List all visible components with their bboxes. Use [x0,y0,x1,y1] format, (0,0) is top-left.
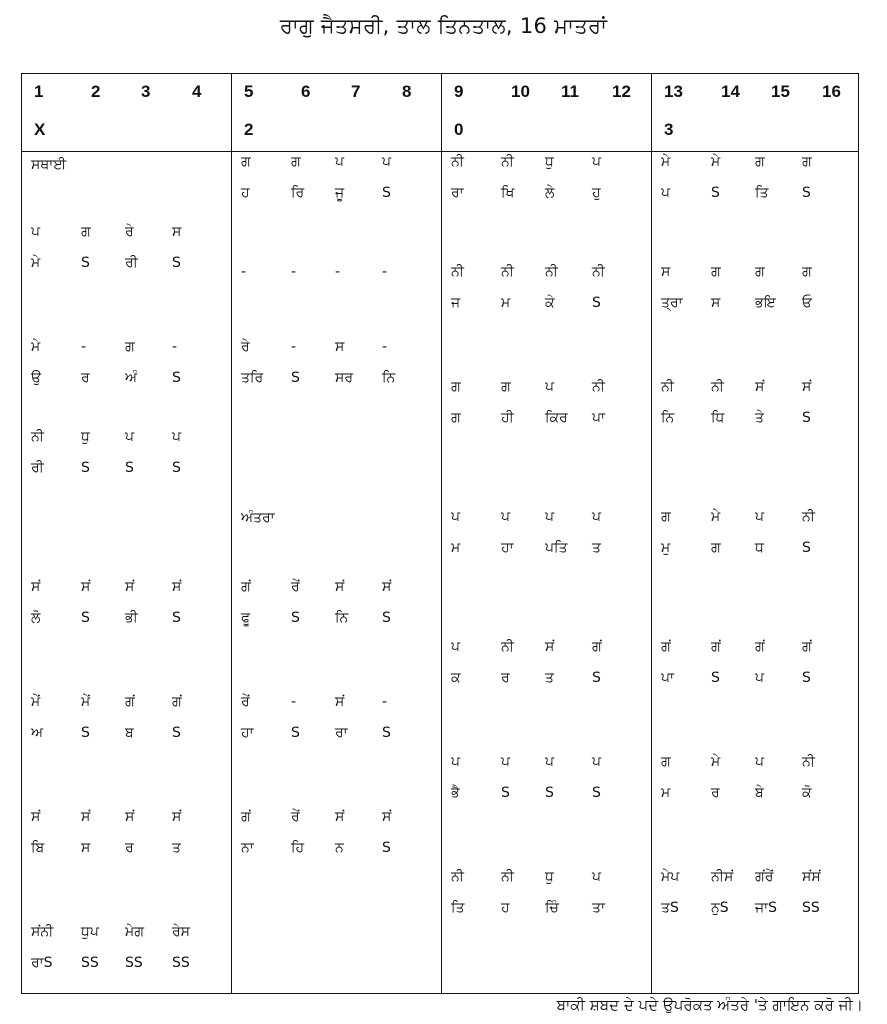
swar-cell: ਸਂ [125,809,135,825]
swar-cell: - [382,339,388,355]
swar-cell: ਨੀ [451,869,464,885]
swar-cell: ਸਂ [755,379,765,395]
bol-cell: ਹਾ [501,540,514,556]
beat-number: 13 [664,82,683,101]
bol-cell: SS [81,955,99,971]
bol-cell: ਕਿਰ [545,410,568,426]
bol-cell: S [592,295,601,311]
swar-cell: ਗਂ [661,639,671,655]
swar-cell: ਮੇ [711,154,721,170]
beat-number: 7 [351,82,361,101]
swar-cell: ਸਂ [382,579,392,595]
bol-cell: ਧ [755,540,764,556]
swar-cell: ਨੀ [545,264,558,280]
swar-cell: ਗ [451,379,461,395]
bol-cell: S [802,670,811,686]
swar-cell: ਪ [125,429,135,445]
swar-cell: ਪ [592,154,602,170]
bol-cell: S [802,185,811,201]
swar-cell: ਮੇ [661,154,671,170]
swar-cell: ਸਂ [335,579,345,595]
bol-cell: ਨਾ [241,840,254,856]
bol-cell: ਪ [755,670,765,686]
swar-cell: ਰੇ [125,224,134,240]
bol-cell: ਮ [661,785,671,801]
bol-cell: ਕੇ [545,295,555,311]
swar-cell: - [291,694,297,710]
bol-cell: ਰਾS [31,955,53,971]
swar-cell: ਧੁਪ [81,924,99,940]
swar-cell: ਮੇਂ [81,694,91,710]
bol-cell: ਪਤਿ [545,540,568,556]
bol-cell: ਹ [241,185,250,201]
swar-cell: ਗ [661,509,671,525]
swar-cell: - [291,264,297,280]
swar-cell: ਸਂ [172,809,182,825]
bol-cell: S [172,370,181,386]
swar-cell: ਮੇ [711,509,721,525]
bol-cell: ਭੈ [451,785,460,801]
bol-cell: ਨਿ [661,410,675,426]
swar-cell: ਸ [661,264,671,280]
swar-cell: ਪ [545,509,555,525]
swar-cell: - [172,339,178,355]
bol-cell: ਤੇ [755,410,764,426]
bol-cell: ਤS [661,900,679,916]
swar-cell: ਸਂ [31,579,41,595]
bol-cell: S [802,540,811,556]
bol-cell: S [81,460,90,476]
bol-cell: S [125,460,134,476]
bol-cell: ਪਾ [661,670,675,686]
section-label-antara: ਅੰਤਰਾ [241,510,275,526]
bol-cell: S [172,610,181,626]
swar-cell: ਨੀ [501,639,514,655]
swar-cell: ਪ [501,509,511,525]
bol-cell: ਸ [81,840,91,856]
bol-cell: ਗ [711,540,721,556]
column-divider [231,74,232,993]
bol-cell: ਬੇ [755,785,764,801]
bol-cell: ਭਇ [755,295,776,311]
swar-cell: ਗ [241,154,251,170]
section-label-sthai: ਸਥਾਈ [31,157,67,173]
swar-cell: ਮੇਂ [31,694,41,710]
swar-cell: ਸਂ [335,694,345,710]
swar-cell: ਗ [291,154,301,170]
swar-cell: ਸ [172,224,182,240]
beat-number: 16 [822,82,841,101]
swar-cell: ਪ [592,869,602,885]
swar-cell: ਨੀ [31,429,44,445]
bol-cell: ਤ੍ਰਾ [661,295,683,311]
bol-cell: ਉ [31,370,42,386]
bol-cell: S [592,785,601,801]
bol-cell: S [382,185,391,201]
swar-cell: ਨੀ [501,869,514,885]
swar-cell: ਮੇ [31,339,41,355]
bol-cell: ਨਿ [335,610,349,626]
bol-cell: ਤ [545,670,554,686]
swar-cell: ਰੇਸ [172,924,191,940]
swar-cell: ਗਂ [755,639,765,655]
swar-cell: ਸਂਸਂ [802,869,821,885]
swar-cell: - [382,264,388,280]
swar-cell: ਪ [451,639,461,655]
swar-cell: ਨੀ [592,379,605,395]
swar-cell: ਸਂ [81,809,91,825]
swar-cell: ਗਂ [241,579,251,595]
swar-cell: ਗ [661,754,671,770]
swar-cell: ਪ [501,754,511,770]
swar-cell: ਨੀਸਂ [711,869,734,885]
column-divider [651,74,652,993]
bol-cell: ਬ [125,725,134,741]
swar-cell: - [241,264,247,280]
bol-cell: ਪ [661,185,671,201]
bol-cell: S [291,610,300,626]
bol-cell: S [592,670,601,686]
swar-cell: ਗ [802,154,812,170]
swar-cell: ਗ [802,264,812,280]
bol-cell: S [291,370,300,386]
bol-cell: ਸਰ [335,370,354,386]
bol-cell: S [172,725,181,741]
swar-cell: ਸਂਨੀ [31,924,54,940]
bol-cell: S [545,785,554,801]
swar-cell: ਪ [172,429,182,445]
bol-cell: ਅੰ [125,370,138,386]
beat-number: 14 [721,82,740,101]
notation-table [21,73,859,994]
swar-cell: ਗ [501,379,511,395]
swar-cell: ਨੀ [711,379,724,395]
swar-cell: ਨੀ [501,264,514,280]
swar-cell: ਪ [545,754,555,770]
swar-cell: ਨੀ [592,264,605,280]
bol-cell: ਜੂ [335,185,345,201]
swar-cell: ਗਂਰੇਂ [755,869,774,885]
swar-cell: ਗਂ [592,639,602,655]
bol-cell: S [382,610,391,626]
beat-number: 8 [402,82,412,101]
beat-number: 1 [34,82,44,101]
bol-cell: SS [802,900,820,916]
swar-cell: ਰੇ [241,339,250,355]
bol-cell: ਰਿ [291,185,305,201]
swar-cell: ਸ [335,339,345,355]
swar-cell: ਸਂ [172,579,182,595]
swar-cell: ਪ [592,754,602,770]
swar-cell: ਗ [125,339,135,355]
swar-cell: ਮੇ [711,754,721,770]
swar-cell: ਪ [755,509,765,525]
beat-number: 12 [612,82,631,101]
swar-cell: ਨੀ [802,509,815,525]
swar-cell: ਗ [711,264,721,280]
bol-cell: S [81,610,90,626]
bol-cell: ਰਾ [335,725,348,741]
swar-cell: ਸਂ [545,639,555,655]
beat-number: 6 [301,82,311,101]
swar-cell: ਪ [335,154,345,170]
swar-cell: ਪ [451,509,461,525]
bol-cell: ਜਾS [755,900,778,916]
bol-cell: ਤਿ [451,900,465,916]
bol-cell: S [291,725,300,741]
beat-number: 10 [511,82,530,101]
swar-cell: ਨੀ [802,754,815,770]
bol-cell: ਭੀ [125,610,138,626]
swar-cell: ਪ [545,379,555,395]
bol-cell: S [81,255,90,271]
bol-cell: S [382,725,391,741]
column-divider [441,74,442,993]
bol-cell: ਖਿ [501,185,515,201]
swar-cell: ਗਂ [802,639,812,655]
beat-number: 2 [91,82,101,101]
bol-cell: ਹੀ [501,410,514,426]
bol-cell: ਲੇ [545,185,555,201]
bol-cell: ਤਿ [755,185,769,201]
swar-cell: ਗਂ [711,639,721,655]
header-divider [22,151,858,152]
tala-mark: 0 [454,120,464,139]
tala-mark: 3 [664,120,674,139]
swar-cell: ਰੇਂ [291,809,300,825]
swar-cell: ਪ [451,754,461,770]
bol-cell: ਕੋ [802,785,812,801]
swar-cell: ਗਂ [125,694,135,710]
footer-note: ਬਾਕੀ ਸ਼ਬਦ ਦੇ ਪਦੇ ਉਪਰੋਕਤ ਅੰਤਰੇ 'ਤੇ ਗਾਇਨ ਕਰੋ ਜੀ। [556,996,863,1014]
swar-cell: - [382,694,388,710]
bol-cell: ਤ [592,540,601,556]
swar-cell: ਸਂ [81,579,91,595]
swar-cell: ਸਂ [335,809,345,825]
swar-cell: ਧੁ [545,154,554,170]
bol-cell: SS [172,955,190,971]
bol-cell: ਹ [501,900,510,916]
beat-number: 3 [141,82,151,101]
page-title: ਰਾਗੁ ਜੈਤਸਰੀ, ਤਾਲ ਤਿਨਤਾਲ, 16 ਮਾਤਰਾਂ [279,14,608,38]
bol-cell: ਓ [802,295,813,311]
tala-mark: 2 [244,120,254,139]
swar-cell: ਗਂ [172,694,182,710]
bol-cell: ਹਾ [241,725,254,741]
bol-cell: S [172,255,181,271]
bol-cell: ਤਰਿ [241,370,264,386]
swar-cell: ਸਂ [382,809,392,825]
beat-number: 9 [454,82,464,101]
swar-cell: ਗ [755,264,765,280]
swar-cell: ਰੇਂ [241,694,250,710]
bol-cell: S [802,410,811,426]
bol-cell: ਰਾ [451,185,464,201]
swar-cell: ਸਂ [31,809,41,825]
bol-cell: ਰ [81,370,90,386]
bol-cell: ਮ [501,295,511,311]
beat-number: 4 [192,82,202,101]
bol-cell: ਨਿ [382,370,396,386]
bol-cell: S [172,460,181,476]
bol-cell: ਰ [711,785,720,801]
swar-cell: ਗਂ [241,809,251,825]
bol-cell: ਹੁ [592,185,601,201]
swar-cell: ਪ [382,154,392,170]
bol-cell: ਪਾ [592,410,606,426]
bol-cell: S [501,785,510,801]
bol-cell: ਤ [172,840,181,856]
swar-cell: ਪ [755,754,765,770]
bol-cell: ਅ [31,725,44,741]
bol-cell: ਬਿ [31,840,45,856]
bol-cell: ਧਿ [711,410,725,426]
swar-cell: - [81,339,87,355]
swar-cell: - [335,264,341,280]
swar-cell: ਨੀ [501,154,514,170]
swar-cell: ਗ [755,154,765,170]
bol-cell: ਜ [451,295,461,311]
bol-cell: ਚਿੰ [545,900,559,916]
bol-cell: S [81,725,90,741]
swar-cell: ਪ [592,509,602,525]
bol-cell: ਮੁ [661,540,671,556]
swar-cell: ਮੇਪ [661,869,680,885]
bol-cell: S [711,670,720,686]
bol-cell: ਗ [451,410,461,426]
bol-cell: ਫੂ [241,610,251,626]
bol-cell: ਤਾ [592,900,605,916]
bol-cell: ਲੋ [31,610,41,626]
beat-number: 5 [244,82,254,101]
tala-mark: X [34,120,46,139]
swar-cell: ਨੀ [451,154,464,170]
swar-cell: ਧੁ [81,429,90,445]
bol-cell: ਰ [125,840,134,856]
swar-cell: ਧੁ [545,869,554,885]
swar-cell: ਰੇਂ [291,579,300,595]
bol-cell: ਨ [335,840,344,856]
swar-cell: ਸਂ [802,379,812,395]
swar-cell: ਮੇਗ [125,924,144,940]
bol-cell: ਰੀ [125,255,138,271]
bol-cell: ਰ [501,670,510,686]
swar-cell: ਨੀ [451,264,464,280]
bol-cell: S [382,840,391,856]
bol-cell: ਸ [711,295,721,311]
bol-cell: SS [125,955,143,971]
swar-cell: ਪ [31,224,41,240]
bol-cell: ਮ [451,540,461,556]
bol-cell: ਨੁS [711,900,729,916]
swar-cell: - [291,339,297,355]
bol-cell: ਰੀ [31,460,44,476]
bol-cell: S [711,185,720,201]
beat-number: 15 [771,82,790,101]
beat-number: 11 [561,82,579,101]
bol-cell: ਹਿ [291,840,305,856]
swar-cell: ਗ [81,224,91,240]
bol-cell: ਮੇ [31,255,41,271]
swar-cell: ਨੀ [661,379,674,395]
bol-cell: ਕ [451,670,461,686]
swar-cell: ਸਂ [125,579,135,595]
